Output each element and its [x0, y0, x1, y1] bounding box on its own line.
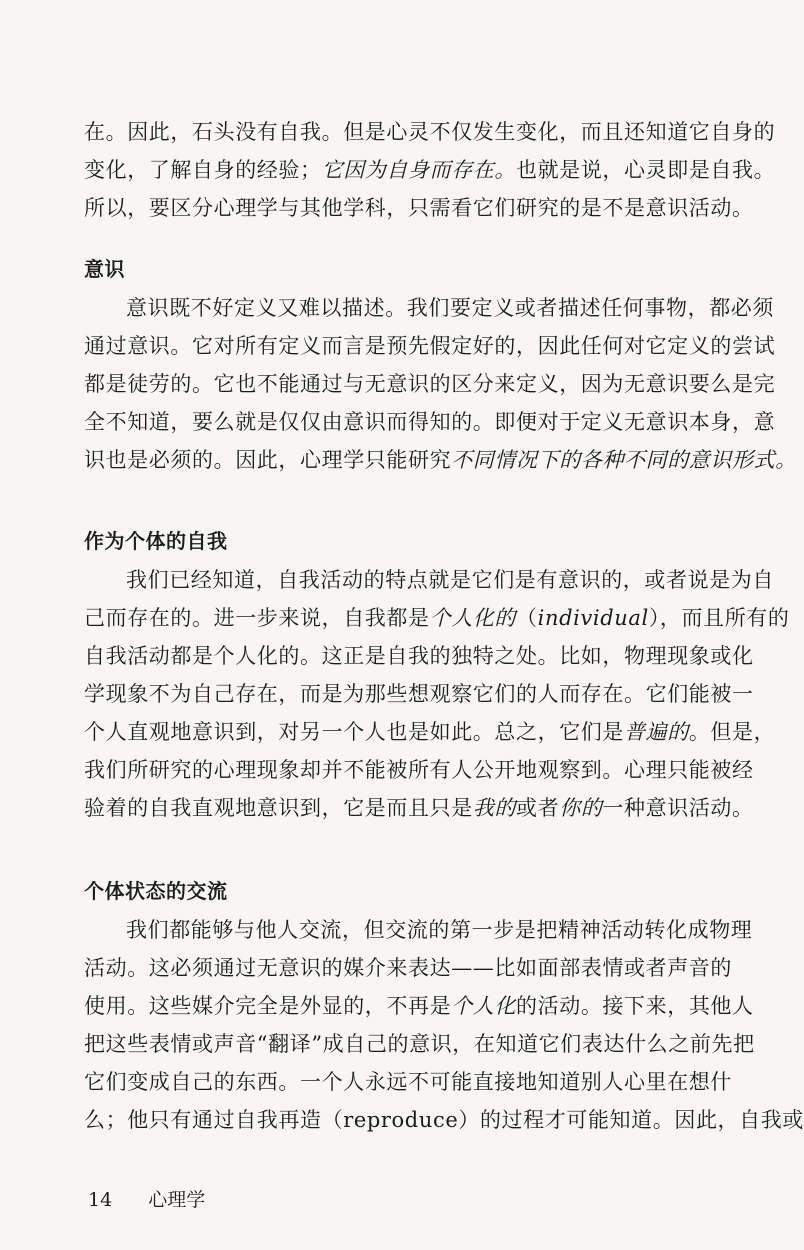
text-span: 我们所研究的心理现象却并不能被所有人公开地观察到。心理只能被经	[84, 758, 754, 782]
text-span: 它们变成自己的东西。一个人永远不可能直接地知道别人心里在想什	[84, 1070, 732, 1094]
text-span: ），而且所有的	[648, 606, 790, 630]
text-span: 我们都能够与他人交流，但交流的第一步是把精神活动转化成物理	[126, 918, 753, 942]
text-span: reproduce	[343, 1108, 459, 1132]
text-line	[84, 642, 774, 674]
text-line	[126, 294, 774, 326]
emphasis-text: 普遍的	[624, 720, 689, 744]
text-line	[84, 604, 790, 636]
text-span: 我们已经知道，自我活动的特点就是它们是有意识的，或者说是为自	[126, 568, 774, 592]
text-line	[126, 566, 774, 598]
emphasis-text: 个人化	[451, 994, 517, 1018]
section-heading-consciousness: 意识	[84, 257, 125, 281]
text-line	[84, 954, 774, 986]
text-span: 把这些表情或声音“翻译”成自己的意识，在知道它们表达什么之前先把	[84, 1032, 755, 1056]
text-span: 。但是，	[688, 720, 776, 744]
text-span: 全不知道，要么就是仅仅由意识而得知的。即便对于定义无意识本身，意	[84, 410, 776, 434]
text-span: 识也是必须的。因此，心理学只能研究	[84, 448, 452, 472]
text-span: 个人直观地意识到，对另一个人也是如此。总之，它们是	[84, 720, 624, 744]
text-span: 也就是说，心灵即是自我。	[516, 158, 776, 182]
emphasis-text: individual	[537, 606, 649, 630]
text-line	[84, 446, 797, 478]
book-title: 心理学	[148, 1189, 206, 1211]
text-span: 所以，要区分心理学与其他学科，只需看它们研究的是不是意识活动。	[84, 196, 754, 220]
page-footer	[88, 1188, 205, 1212]
text-line	[84, 194, 774, 226]
text-span: 使用。这些媒介完全是外显的，不再是	[84, 994, 452, 1018]
text-span: 自我活动都是个人化的。这正是自我的独特之处。比如，物理现象或化	[84, 644, 754, 668]
text-line	[84, 794, 774, 826]
emphasis-text: 不同情况下的各种不同的意识形式。	[451, 448, 797, 472]
text-span: ）的过程才可能知道。因此，自我或	[458, 1108, 804, 1132]
page-number: 14	[88, 1189, 113, 1211]
text-span: 变化，了解自身的经验；	[84, 158, 322, 182]
text-line	[84, 156, 774, 188]
text-span: 或者	[516, 796, 560, 820]
text-span: 意识既不好定义又难以描述。我们要定义或者描述任何事物，都必须	[126, 296, 774, 320]
text-span: 都是徒劳的。它也不能通过与无意识的区分来定义，因为无意识要么是完	[84, 372, 776, 396]
section-heading-individual-self: 作为个体的自我	[84, 529, 228, 553]
text-line	[84, 756, 774, 788]
text-line	[84, 332, 774, 364]
text-line	[84, 1068, 774, 1100]
text-span: 己而存在的。进一步来说，自我都是	[84, 606, 430, 630]
text-span: 么；他只有通过自我再造（	[84, 1108, 344, 1132]
emphasis-text: 个人化的	[429, 606, 517, 630]
emphasis-text: 你的	[559, 796, 603, 820]
text-line	[84, 118, 774, 150]
text-span: 在。因此，石头没有自我。但是心灵不仅发生变化，而且还知道它自身的	[84, 120, 776, 144]
emphasis-text: 我的	[472, 796, 517, 820]
text-span: 的活动。接下来，其他人	[516, 994, 754, 1018]
text-span: 一种意识活动。	[602, 796, 754, 820]
text-line	[84, 1030, 774, 1062]
text-span: （	[516, 606, 538, 630]
text-line	[84, 408, 774, 440]
text-line	[126, 916, 774, 948]
text-line	[84, 680, 774, 712]
text-line	[84, 370, 774, 402]
text-line	[84, 992, 774, 1024]
text-line	[84, 718, 774, 750]
section-heading-communication: 个体状态的交流	[84, 879, 228, 903]
text-span: 通过意识。它对所有定义而言是预先假定好的，因此任何对它定义的尝试	[84, 334, 776, 358]
text-span: 学现象不为自己存在，而是为那些想观察它们的人而存在。它们能被一	[84, 682, 754, 706]
text-line	[84, 1106, 804, 1138]
emphasis-text: 它因为自身而存在。	[321, 158, 517, 182]
text-span: 活动。这必须通过无意识的媒介来表达——比如面部表情或者声音的	[84, 956, 732, 980]
text-span: 验着的自我直观地意识到，它是而且只是	[84, 796, 473, 820]
